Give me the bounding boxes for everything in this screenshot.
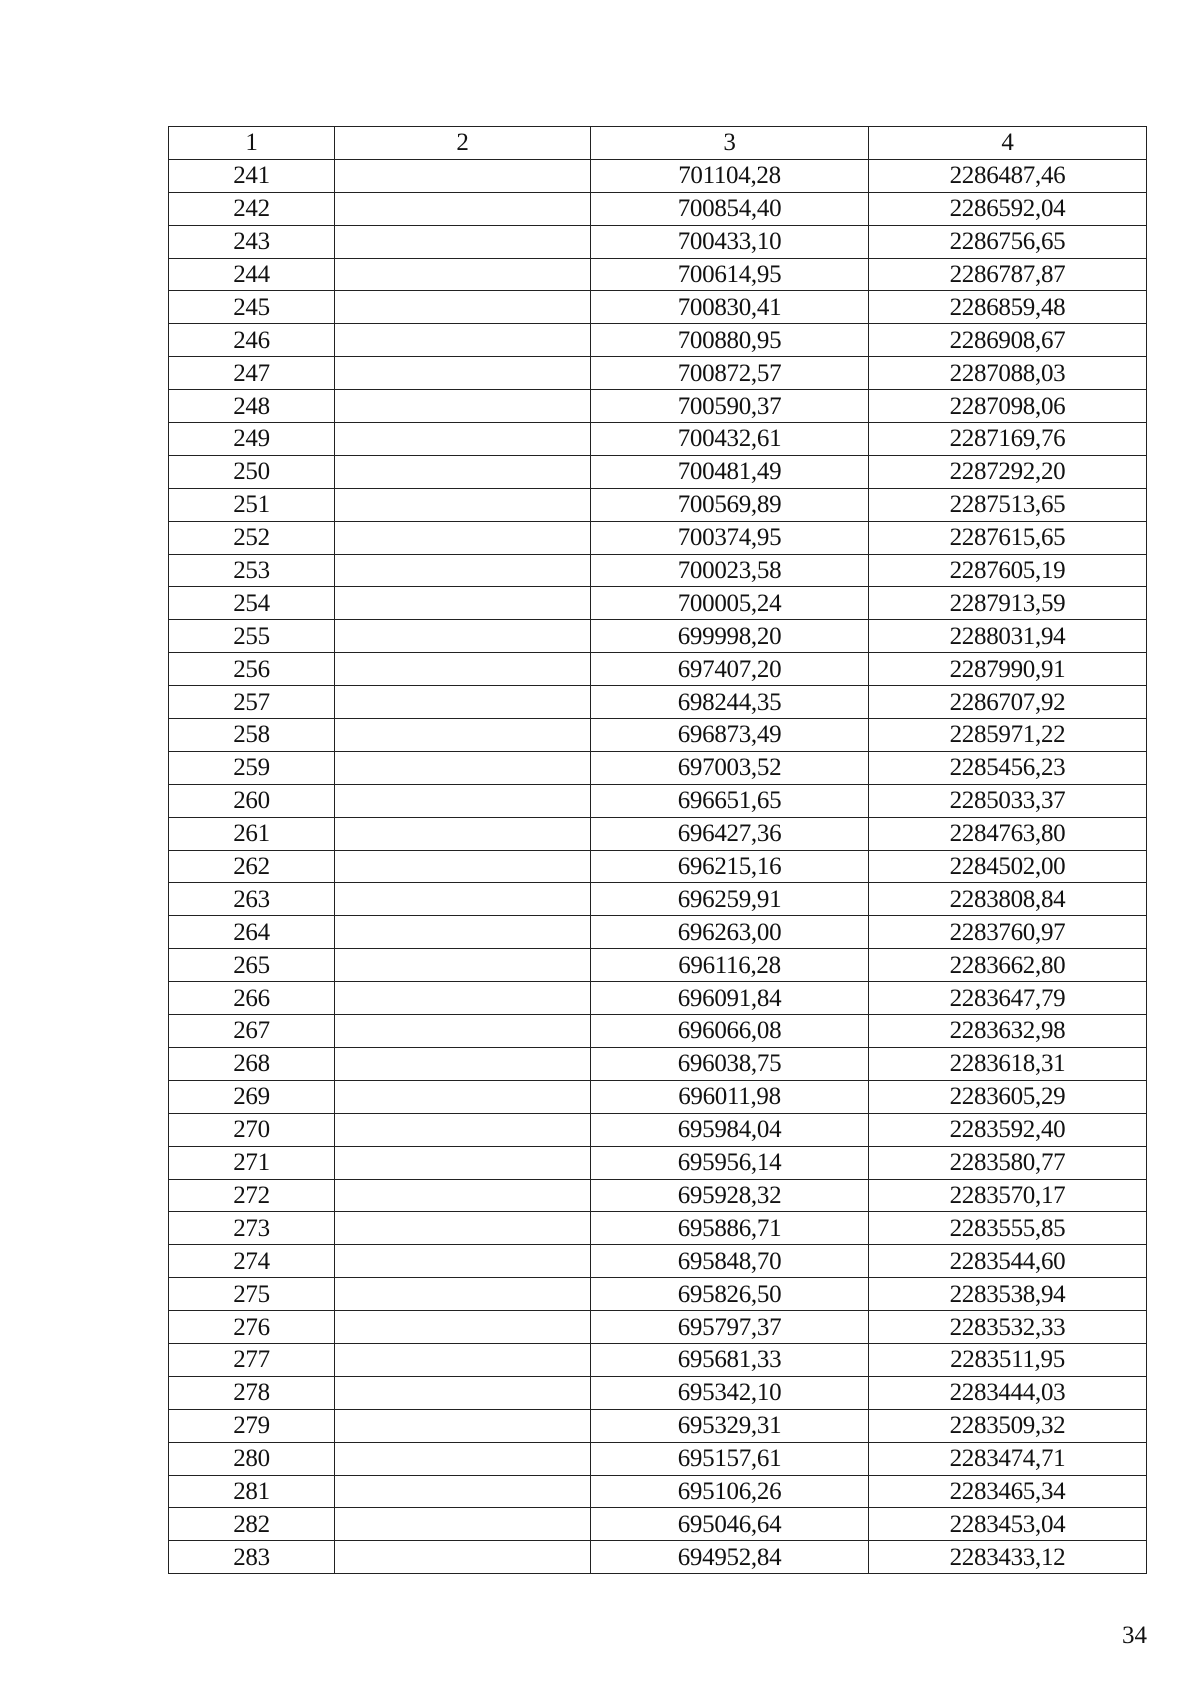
table-row: [169, 258, 1147, 291]
x-coordinate-cell: 700614,95: [591, 258, 869, 291]
header-row: [169, 127, 1147, 160]
point-number-cell: 257: [169, 686, 335, 719]
point-number-cell: 241: [169, 159, 335, 192]
column-2-cell: [335, 1475, 591, 1508]
column-2-cell: [335, 488, 591, 521]
point-number-cell: 255: [169, 620, 335, 653]
column-2-cell: [335, 1047, 591, 1080]
x-coordinate-cell: 700481,49: [591, 455, 869, 488]
table-row: [169, 1278, 1147, 1311]
x-coordinate-cell: 696038,75: [591, 1047, 869, 1080]
column-2-cell: [335, 719, 591, 752]
x-coordinate-cell: 699998,20: [591, 620, 869, 653]
point-number-cell: 246: [169, 324, 335, 357]
x-coordinate-cell: 700374,95: [591, 521, 869, 554]
x-coordinate-cell: 695046,64: [591, 1508, 869, 1541]
y-coordinate-cell: 2287615,65: [869, 521, 1147, 554]
table-row: [169, 1508, 1147, 1541]
column-2-cell: [335, 258, 591, 291]
point-number-cell: 247: [169, 357, 335, 390]
point-number-cell: 258: [169, 719, 335, 752]
column-2-cell: [335, 291, 591, 324]
table-row: [169, 1409, 1147, 1442]
x-coordinate-cell: 701104,28: [591, 159, 869, 192]
point-number-cell: 272: [169, 1179, 335, 1212]
table-row: [169, 521, 1147, 554]
table-row: [169, 390, 1147, 423]
column-2-cell: [335, 192, 591, 225]
table-row: [169, 587, 1147, 620]
x-coordinate-cell: 695928,32: [591, 1179, 869, 1212]
point-number-cell: 269: [169, 1080, 335, 1113]
table-row: [169, 1015, 1147, 1048]
column-2-cell: [335, 423, 591, 456]
x-coordinate-cell: 700590,37: [591, 390, 869, 423]
x-coordinate-cell: 695797,37: [591, 1311, 869, 1344]
table-row: [169, 1113, 1147, 1146]
column-2-cell: [335, 949, 591, 982]
column-2-cell: [335, 982, 591, 1015]
table-row: [169, 1541, 1147, 1574]
y-coordinate-cell: 2286908,67: [869, 324, 1147, 357]
column-2-cell: [335, 1113, 591, 1146]
header-col-1: 1: [169, 127, 335, 160]
column-2-cell: [335, 817, 591, 850]
x-coordinate-cell: 696873,49: [591, 719, 869, 752]
y-coordinate-cell: 2283618,31: [869, 1047, 1147, 1080]
column-2-cell: [335, 1212, 591, 1245]
x-coordinate-cell: 700432,61: [591, 423, 869, 456]
table-row: [169, 817, 1147, 850]
table-row: [169, 159, 1147, 192]
table-row: [169, 982, 1147, 1015]
y-coordinate-cell: 2283760,97: [869, 916, 1147, 949]
x-coordinate-cell: 700023,58: [591, 554, 869, 587]
y-coordinate-cell: 2284763,80: [869, 817, 1147, 850]
y-coordinate-cell: 2283555,85: [869, 1212, 1147, 1245]
x-coordinate-cell: 696259,91: [591, 883, 869, 916]
y-coordinate-cell: 2286707,92: [869, 686, 1147, 719]
y-coordinate-cell: 2286787,87: [869, 258, 1147, 291]
x-coordinate-cell: 700872,57: [591, 357, 869, 390]
column-2-cell: [335, 1179, 591, 1212]
point-number-cell: 260: [169, 784, 335, 817]
point-number-cell: 279: [169, 1409, 335, 1442]
point-number-cell: 282: [169, 1508, 335, 1541]
point-number-cell: 271: [169, 1146, 335, 1179]
column-2-cell: [335, 1311, 591, 1344]
x-coordinate-cell: 700433,10: [591, 225, 869, 258]
point-number-cell: 277: [169, 1343, 335, 1376]
point-number-cell: 275: [169, 1278, 335, 1311]
y-coordinate-cell: 2283632,98: [869, 1015, 1147, 1048]
x-coordinate-cell: 696066,08: [591, 1015, 869, 1048]
y-coordinate-cell: 2286859,48: [869, 291, 1147, 324]
y-coordinate-cell: 2287913,59: [869, 587, 1147, 620]
column-2-cell: [335, 1245, 591, 1278]
point-number-cell: 274: [169, 1245, 335, 1278]
y-coordinate-cell: 2284502,00: [869, 850, 1147, 883]
table-row: [169, 620, 1147, 653]
y-coordinate-cell: 2283433,12: [869, 1541, 1147, 1574]
y-coordinate-cell: 2285033,37: [869, 784, 1147, 817]
table-row: [169, 357, 1147, 390]
y-coordinate-cell: 2283465,34: [869, 1475, 1147, 1508]
point-number-cell: 278: [169, 1376, 335, 1409]
point-number-cell: 245: [169, 291, 335, 324]
y-coordinate-cell: 2287098,06: [869, 390, 1147, 423]
x-coordinate-cell: 695106,26: [591, 1475, 869, 1508]
column-2-cell: [335, 521, 591, 554]
x-coordinate-cell: 695329,31: [591, 1409, 869, 1442]
x-coordinate-cell: 696427,36: [591, 817, 869, 850]
column-2-cell: [335, 159, 591, 192]
x-coordinate-cell: 696215,16: [591, 850, 869, 883]
coordinates-table: [168, 126, 1147, 1574]
y-coordinate-cell: 2283453,04: [869, 1508, 1147, 1541]
header-col-4: 4: [869, 127, 1147, 160]
point-number-cell: 251: [169, 488, 335, 521]
column-2-cell: [335, 587, 591, 620]
point-number-cell: 280: [169, 1442, 335, 1475]
x-coordinate-cell: 696091,84: [591, 982, 869, 1015]
y-coordinate-cell: 2287169,76: [869, 423, 1147, 456]
column-2-cell: [335, 390, 591, 423]
y-coordinate-cell: 2283538,94: [869, 1278, 1147, 1311]
table-row: [169, 1080, 1147, 1113]
x-coordinate-cell: 697407,20: [591, 653, 869, 686]
point-number-cell: 276: [169, 1311, 335, 1344]
column-2-cell: [335, 686, 591, 719]
y-coordinate-cell: 2283580,77: [869, 1146, 1147, 1179]
point-number-cell: 265: [169, 949, 335, 982]
table-row: [169, 1475, 1147, 1508]
column-2-cell: [335, 620, 591, 653]
point-number-cell: 244: [169, 258, 335, 291]
x-coordinate-cell: 697003,52: [591, 751, 869, 784]
point-number-cell: 270: [169, 1113, 335, 1146]
x-coordinate-cell: 694952,84: [591, 1541, 869, 1574]
column-2-cell: [335, 1508, 591, 1541]
x-coordinate-cell: 700880,95: [591, 324, 869, 357]
point-number-cell: 250: [169, 455, 335, 488]
point-number-cell: 254: [169, 587, 335, 620]
x-coordinate-cell: 695956,14: [591, 1146, 869, 1179]
column-2-cell: [335, 324, 591, 357]
x-coordinate-cell: 695848,70: [591, 1245, 869, 1278]
point-number-cell: 263: [169, 883, 335, 916]
y-coordinate-cell: 2283532,33: [869, 1311, 1147, 1344]
y-coordinate-cell: 2283570,17: [869, 1179, 1147, 1212]
point-number-cell: 281: [169, 1475, 335, 1508]
table-header: [169, 127, 1147, 160]
table-row: [169, 488, 1147, 521]
y-coordinate-cell: 2283662,80: [869, 949, 1147, 982]
y-coordinate-cell: 2283808,84: [869, 883, 1147, 916]
column-2-cell: [335, 751, 591, 784]
y-coordinate-cell: 2283509,32: [869, 1409, 1147, 1442]
y-coordinate-cell: 2286756,65: [869, 225, 1147, 258]
y-coordinate-cell: 2283474,71: [869, 1442, 1147, 1475]
column-2-cell: [335, 916, 591, 949]
table-row: [169, 1179, 1147, 1212]
column-2-cell: [335, 1015, 591, 1048]
y-coordinate-cell: 2283511,95: [869, 1343, 1147, 1376]
point-number-cell: 248: [169, 390, 335, 423]
table-row: [169, 192, 1147, 225]
y-coordinate-cell: 2288031,94: [869, 620, 1147, 653]
table-row: [169, 1146, 1147, 1179]
point-number-cell: 261: [169, 817, 335, 850]
x-coordinate-cell: 695157,61: [591, 1442, 869, 1475]
table-row: [169, 719, 1147, 752]
table-row: [169, 1442, 1147, 1475]
column-2-cell: [335, 1343, 591, 1376]
table-row: [169, 653, 1147, 686]
point-number-cell: 262: [169, 850, 335, 883]
table-body: [169, 159, 1147, 1573]
x-coordinate-cell: 700569,89: [591, 488, 869, 521]
table-row: [169, 455, 1147, 488]
table-row: [169, 1047, 1147, 1080]
column-2-cell: [335, 1146, 591, 1179]
table-row: [169, 1343, 1147, 1376]
y-coordinate-cell: 2287513,65: [869, 488, 1147, 521]
y-coordinate-cell: 2287088,03: [869, 357, 1147, 390]
table-row: [169, 1376, 1147, 1409]
column-2-cell: [335, 653, 591, 686]
y-coordinate-cell: 2285456,23: [869, 751, 1147, 784]
x-coordinate-cell: 695984,04: [591, 1113, 869, 1146]
table-row: [169, 751, 1147, 784]
column-2-cell: [335, 1376, 591, 1409]
column-2-cell: [335, 1080, 591, 1113]
point-number-cell: 253: [169, 554, 335, 587]
column-2-cell: [335, 357, 591, 390]
y-coordinate-cell: 2283647,79: [869, 982, 1147, 1015]
column-2-cell: [335, 1409, 591, 1442]
table-row: [169, 324, 1147, 357]
header-col-3: 3: [591, 127, 869, 160]
table-row: [169, 916, 1147, 949]
table-row: [169, 850, 1147, 883]
column-2-cell: [335, 1541, 591, 1574]
point-number-cell: 259: [169, 751, 335, 784]
x-coordinate-cell: 695886,71: [591, 1212, 869, 1245]
y-coordinate-cell: 2285971,22: [869, 719, 1147, 752]
table-row: [169, 686, 1147, 719]
point-number-cell: 273: [169, 1212, 335, 1245]
header-col-2: 2: [335, 127, 591, 160]
x-coordinate-cell: 700854,40: [591, 192, 869, 225]
page-number: 34: [1122, 1622, 1147, 1649]
x-coordinate-cell: 696651,65: [591, 784, 869, 817]
point-number-cell: 267: [169, 1015, 335, 1048]
table-row: [169, 423, 1147, 456]
point-number-cell: 243: [169, 225, 335, 258]
table-row: [169, 1311, 1147, 1344]
column-2-cell: [335, 850, 591, 883]
y-coordinate-cell: 2286592,04: [869, 192, 1147, 225]
table-row: [169, 1212, 1147, 1245]
table-row: [169, 784, 1147, 817]
x-coordinate-cell: 700005,24: [591, 587, 869, 620]
point-number-cell: 252: [169, 521, 335, 554]
table-row: [169, 291, 1147, 324]
column-2-cell: [335, 883, 591, 916]
x-coordinate-cell: 696263,00: [591, 916, 869, 949]
x-coordinate-cell: 695681,33: [591, 1343, 869, 1376]
point-number-cell: 283: [169, 1541, 335, 1574]
x-coordinate-cell: 695342,10: [591, 1376, 869, 1409]
column-2-cell: [335, 1442, 591, 1475]
table-row: [169, 949, 1147, 982]
point-number-cell: 256: [169, 653, 335, 686]
y-coordinate-cell: 2287292,20: [869, 455, 1147, 488]
x-coordinate-cell: 698244,35: [591, 686, 869, 719]
y-coordinate-cell: 2283544,60: [869, 1245, 1147, 1278]
x-coordinate-cell: 700830,41: [591, 291, 869, 324]
point-number-cell: 249: [169, 423, 335, 456]
column-2-cell: [335, 225, 591, 258]
y-coordinate-cell: 2287990,91: [869, 653, 1147, 686]
x-coordinate-cell: 696011,98: [591, 1080, 869, 1113]
point-number-cell: 242: [169, 192, 335, 225]
table-row: [169, 554, 1147, 587]
column-2-cell: [335, 784, 591, 817]
column-2-cell: [335, 1278, 591, 1311]
point-number-cell: 268: [169, 1047, 335, 1080]
x-coordinate-cell: 696116,28: [591, 949, 869, 982]
point-number-cell: 266: [169, 982, 335, 1015]
y-coordinate-cell: 2283605,29: [869, 1080, 1147, 1113]
table-row: [169, 1245, 1147, 1278]
y-coordinate-cell: 2287605,19: [869, 554, 1147, 587]
table-row: [169, 225, 1147, 258]
y-coordinate-cell: 2283444,03: [869, 1376, 1147, 1409]
column-2-cell: [335, 554, 591, 587]
x-coordinate-cell: 695826,50: [591, 1278, 869, 1311]
column-2-cell: [335, 455, 591, 488]
table-row: [169, 883, 1147, 916]
point-number-cell: 264: [169, 916, 335, 949]
y-coordinate-cell: 2286487,46: [869, 159, 1147, 192]
y-coordinate-cell: 2283592,40: [869, 1113, 1147, 1146]
